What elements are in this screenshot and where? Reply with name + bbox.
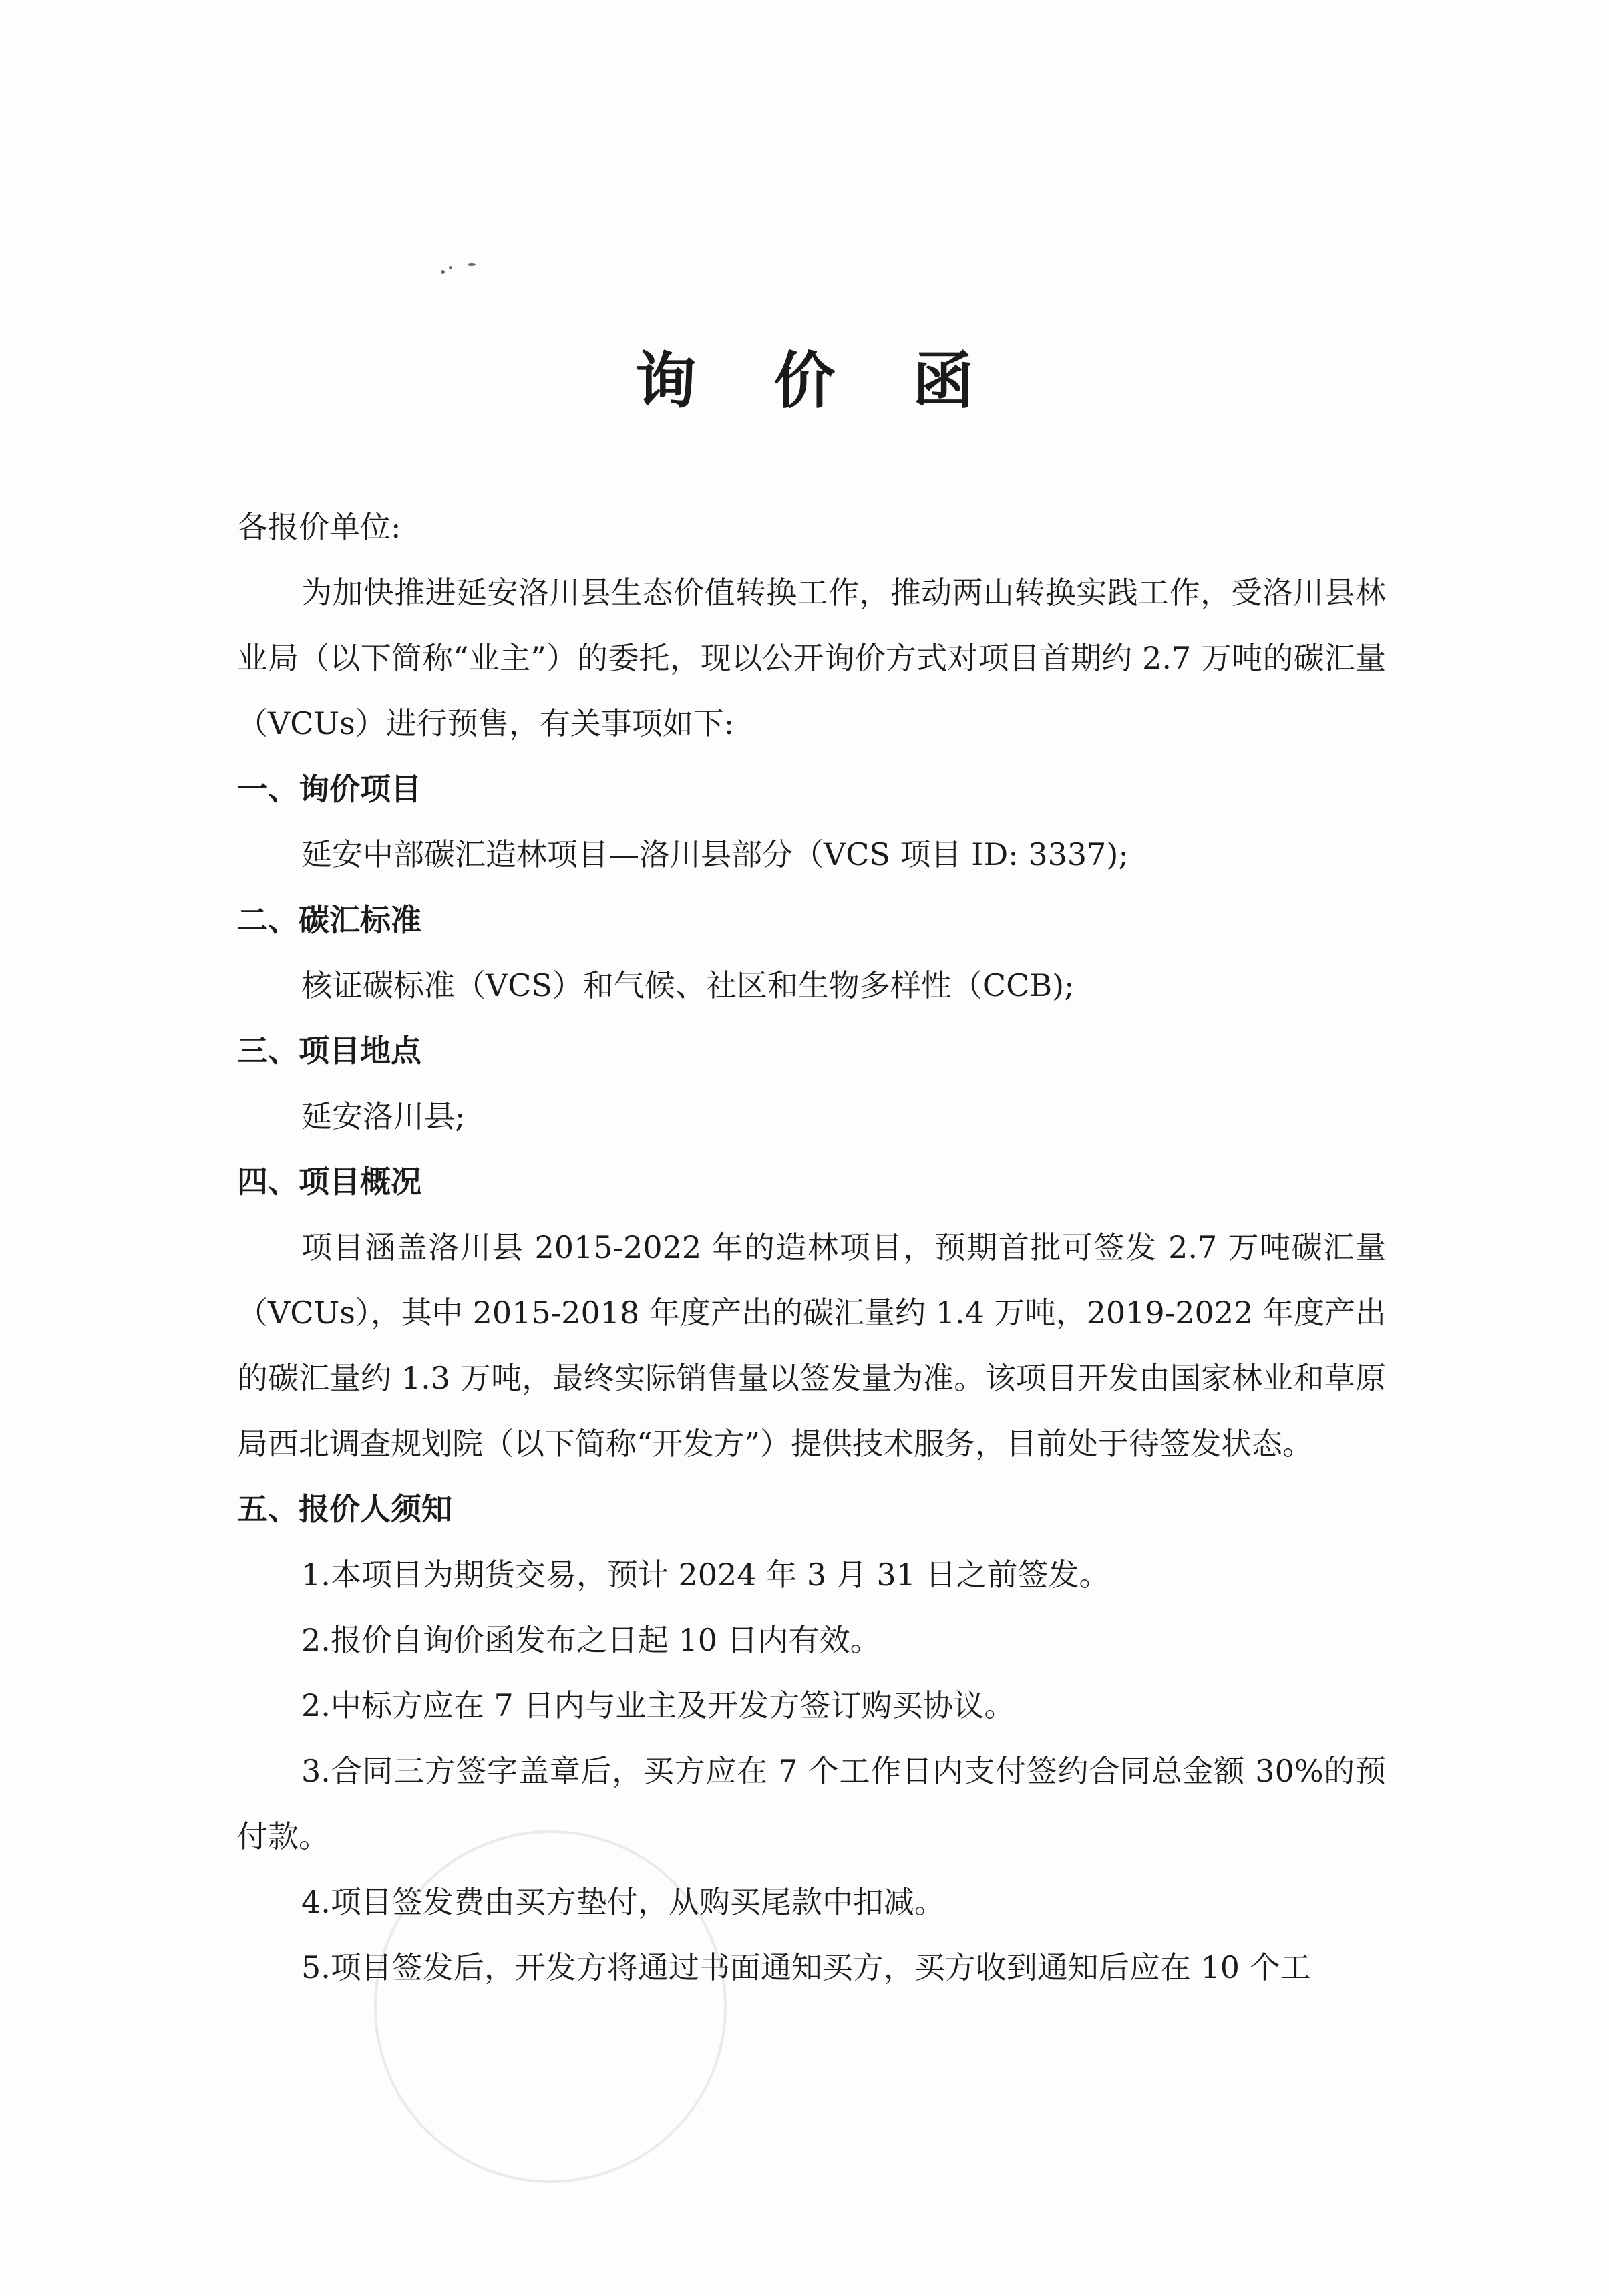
document-title: 询 价 函 xyxy=(635,345,1003,417)
notice-item: 3.合同三方签字盖章后，买方应在 7 个工作日内支付签约合同总金额 30%的预付款。 xyxy=(237,1753,1386,1854)
section-text: 核证碳标准（VCS）和气候、社区和生物多样性（CCB); xyxy=(301,967,1075,1003)
notice-item: 1.本项目为期货交易，预计 2024 年 3 月 31 日之前签发。 xyxy=(301,1556,1110,1593)
section-heading: 二、碳汇标准 xyxy=(237,902,421,938)
section-carbon-standard xyxy=(237,887,1386,1018)
section-text: 延安洛川县; xyxy=(301,1098,466,1134)
section-bidder-notice xyxy=(237,1476,1386,2000)
intro-paragraph: 为加快推进延安洛川县生态价值转换工作，推动两山转换实践工作，受洛川县林业局（以下简称“业主”）的委托，现以公开询价方式对项目首期约 2.7 万吨的碳汇量（VCUs）进行预售，有关事项如下: xyxy=(237,575,1386,742)
scan-speck xyxy=(449,266,452,269)
notice-item: 5.项目签发后，开发方将通过书面通知买方，买方收到通知后应在 10 个工 xyxy=(301,1949,1311,1985)
document-body xyxy=(237,494,1386,2000)
scan-speck xyxy=(468,263,476,266)
notice-item: 2.中标方应在 7 日内与业主及开发方签订购买协议。 xyxy=(301,1687,1015,1724)
section-heading: 一、询价项目 xyxy=(237,771,421,807)
notice-item: 2.报价自询价函发布之日起 10 日内有效。 xyxy=(301,1622,881,1658)
section-heading: 五、报价人须知 xyxy=(237,1491,452,1527)
section-project-location xyxy=(237,1018,1386,1149)
scan-speck xyxy=(441,270,445,274)
salutation: 各报价单位: xyxy=(237,509,401,545)
section-text: 延安中部碳汇造林项目—洛川县部分（VCS 项目 ID: 3337); xyxy=(301,836,1129,872)
section-project-overview xyxy=(237,1149,1386,1476)
notice-item: 4.项目签发费由买方垫付，从购买尾款中扣减。 xyxy=(301,1884,945,1920)
section-heading: 三、项目地点 xyxy=(237,1033,421,1069)
section-inquiry-item xyxy=(237,756,1386,887)
section-heading: 四、项目概况 xyxy=(237,1164,421,1200)
scan-specks xyxy=(441,261,508,281)
section-text: 项目涵盖洛川县 2015-2022 年的造林项目，预期首批可签发 2.7 万吨碳汇量（VCUs），其中 2015-2018 年度产出的碳汇量约 1.4 万吨，2019-2022 年度产出的碳汇量约 1.3 万吨，最终实际销售量以签发量为准。该项目开发由国家林业和草原局西北调查规划院（以下简称“开发方”）提供技术服务，目前处于待签发状态。 xyxy=(237,1229,1386,1462)
